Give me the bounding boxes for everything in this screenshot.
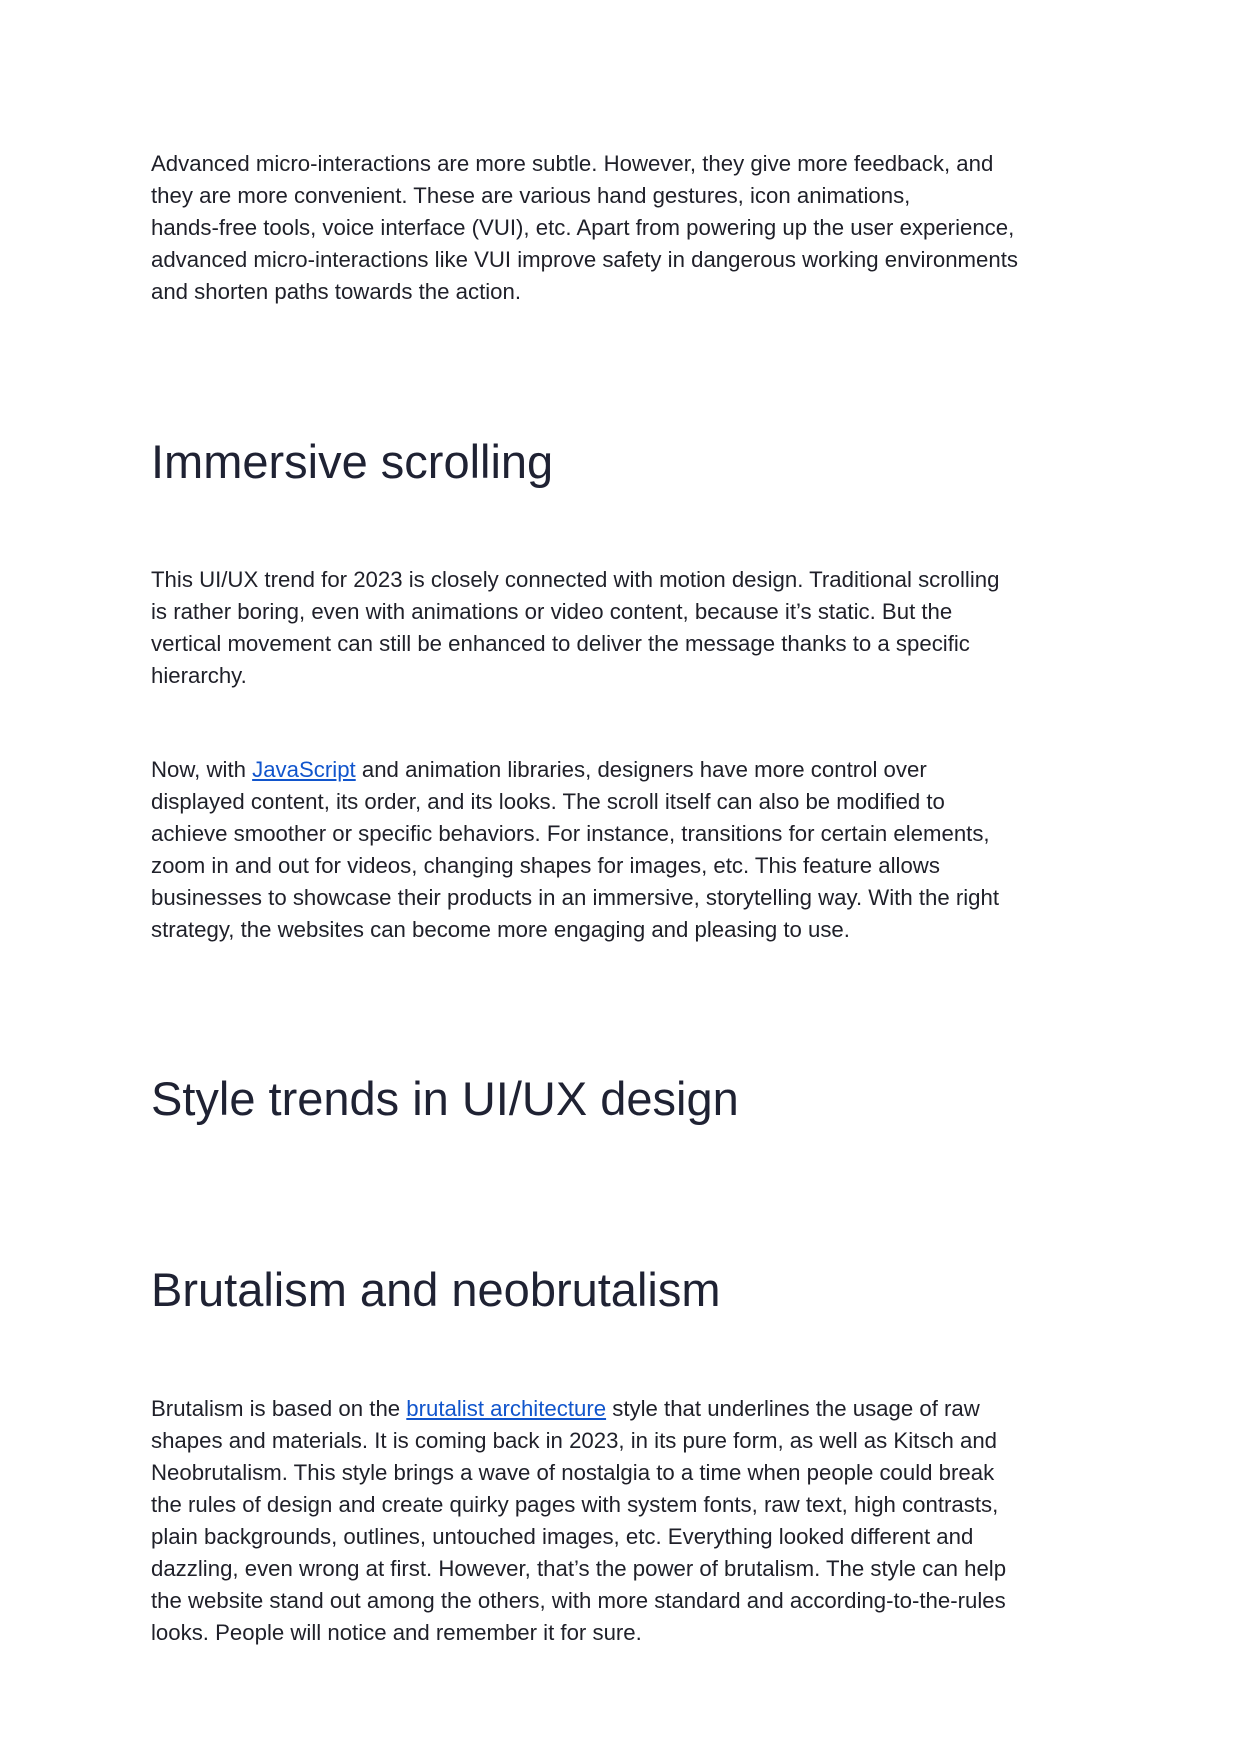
text-line: dazzling, even wrong at first. However, that’s the power of brutalism. The style can help [151,1556,1007,1581]
text-line: hierarchy. [151,663,247,688]
text-segment: style that underlines the usage of raw [606,1396,980,1421]
paragraph-immersive-intro [151,564,1101,692]
paragraph-brutalism [151,1393,1101,1649]
text-line: shapes and materials. It is coming back in 2023, in its pure form, as well as Kitsch and [151,1428,997,1453]
heading-brutalism: Brutalism and neobrutalism [151,1263,721,1316]
paragraph-micro-interactions [151,148,1101,308]
paragraph-immersive-javascript [151,754,1101,946]
text-line: This UI/UX trend for 2023 is closely connected with motion design. Traditional scrolling [151,567,1000,592]
text-line: is rather boring, even with animations or video content, because it’s static. But the [151,599,953,624]
text-line: looks. People will notice and remember it for sure. [151,1620,642,1645]
text-segment: and animation libraries, designers have more control over [355,757,927,782]
text-segment: Now, with [151,757,253,782]
brutalist-architecture-link[interactable]: brutalist architecture [406,1396,607,1421]
text-line [151,1393,1101,1425]
text-line: plain backgrounds, outlines, untouched images, etc. Everything looked different and [151,1524,974,1549]
text-line: vertical movement can still be enhanced to deliver the message thanks to a specific [151,631,970,656]
text-line: hands-free tools, voice interface (VUI), etc. Apart from powering up the user experience, [151,215,1015,240]
heading-style-trends: Style trends in UI/UX design [151,1072,739,1125]
text-line: and shorten paths towards the action. [151,279,522,304]
text-line: strategy, the websites can become more engaging and pleasing to use. [151,917,850,942]
text-line: advanced micro-interactions like VUI improve safety in dangerous working environments [151,247,1018,272]
heading-immersive-scrolling: Immersive scrolling [151,435,554,488]
text-line: Neobrutalism. This style brings a wave of nostalgia to a time when people could break [151,1460,995,1485]
text-line: the website stand out among the others, with more standard and according-to-the-rules [151,1588,1006,1613]
text-line: they are more convenient. These are various hand gestures, icon animations, [151,183,911,208]
text-line: achieve smoother or specific behaviors. For instance, transitions for certain elements, [151,821,990,846]
text-line: Advanced micro-interactions are more subtle. However, they give more feedback, and [151,151,994,176]
text-line: businesses to showcase their products in an immersive, storytelling way. With the right [151,885,999,910]
text-segment: Brutalism is based on the [151,1396,407,1421]
text-line [151,754,1101,786]
javascript-link[interactable]: JavaScript [252,757,356,782]
text-line: the rules of design and create quirky pages with system fonts, raw text, high contrasts, [151,1492,999,1517]
text-line: zoom in and out for videos, changing shapes for images, etc. This feature allows [151,853,940,878]
text-line: displayed content, its order, and its looks. The scroll itself can also be modified to [151,789,945,814]
